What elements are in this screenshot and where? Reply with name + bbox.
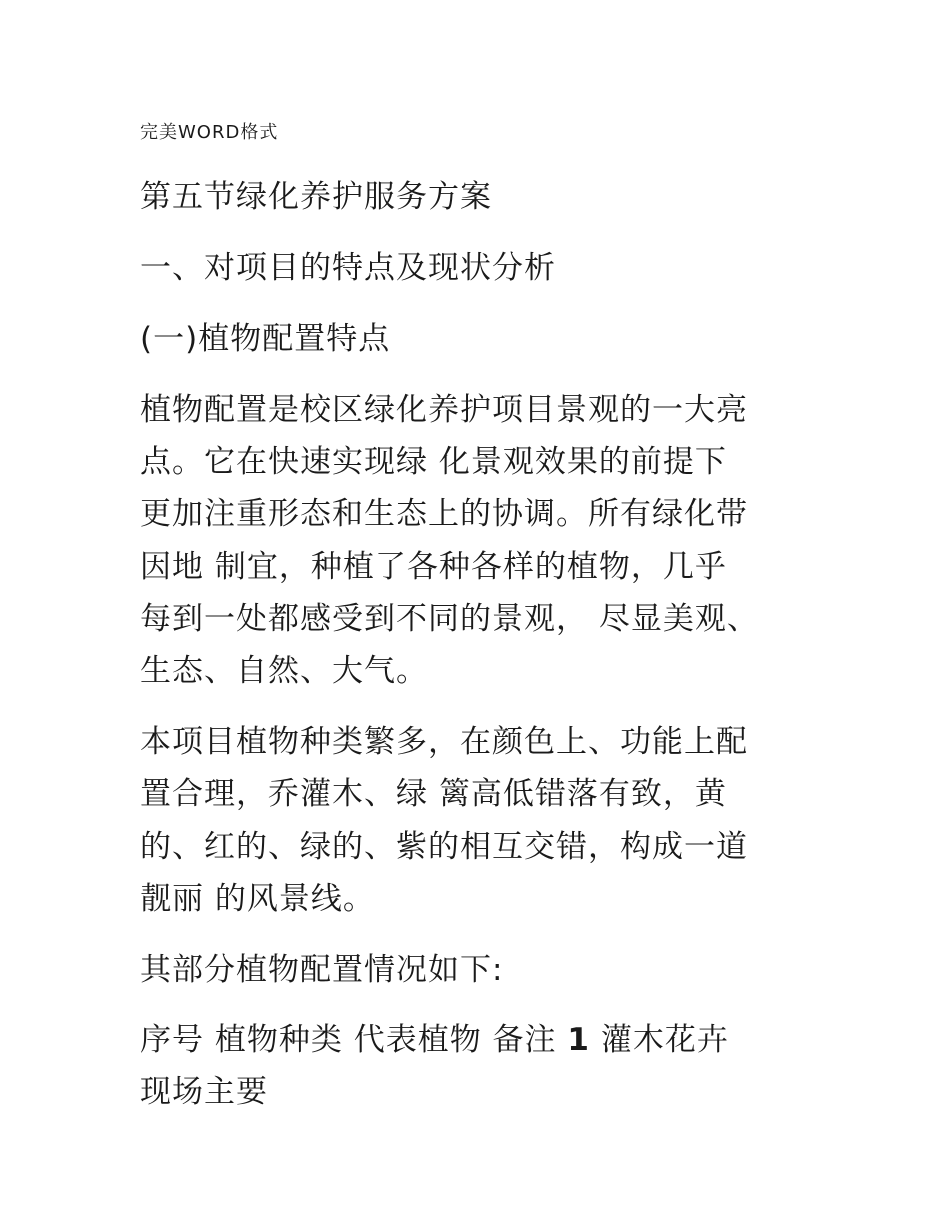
paragraph-line: 点。它在快速实现绿 化景观效果的前提下	[140, 444, 727, 480]
table-header-text: 序号 植物种类 代表植物 备注	[140, 1022, 568, 1058]
page-header: 完美WORD格式	[140, 122, 279, 143]
paragraph-line: 更加注重形态和生态上的协调。所有绿化带	[140, 496, 748, 532]
paragraph-line: 生态、自然、大气。	[140, 653, 428, 689]
paragraph-line: 每到一处都感受到不同的景观， 尽显美观、	[140, 601, 759, 637]
table-header-line	[140, 1020, 729, 1060]
section-title: 第五节绿化养护服务方案	[140, 179, 492, 215]
paragraph-line: 本项目植物种类繁多，在颜色上、功能上配	[140, 724, 748, 760]
paragraph-line: 置合理，乔灌木、绿 篱高低错落有致，黄	[140, 776, 727, 812]
paragraph-line: 植物配置是校区绿化养护项目景观的一大亮	[140, 392, 748, 428]
paragraph-line: 靓丽 的风景线。	[140, 881, 375, 917]
plant-category-text: 灌木花卉	[590, 1022, 729, 1058]
row-number: 1	[567, 1022, 590, 1058]
heading-level-2: (一)植物配置特点	[140, 321, 391, 357]
table-continuation-line: 现场主要	[140, 1074, 268, 1110]
heading-level-1: 一、对项目的特点及现状分析	[140, 250, 556, 286]
paragraph-line: 因地 制宜，种植了各种各样的植物，几乎	[140, 549, 727, 585]
paragraph-line: 的、红的、绿的、紫的相互交错，构成一道	[140, 829, 748, 865]
paragraph-intro-list: 其部分植物配置情况如下:	[140, 952, 504, 988]
